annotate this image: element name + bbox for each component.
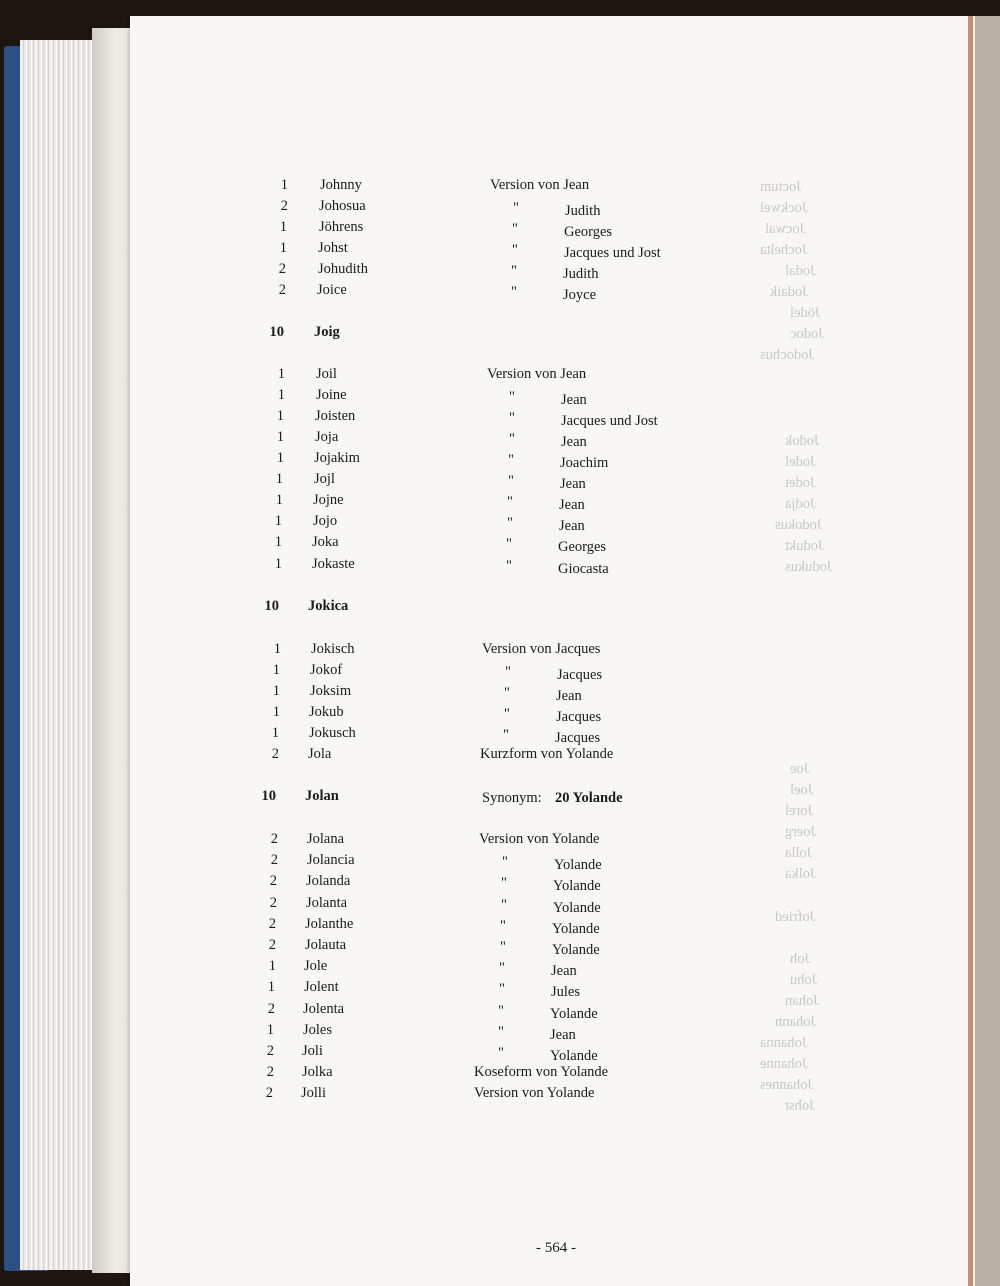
entry-name: Jolka [302,1064,333,1080]
entry-count: 1 [276,408,284,424]
entry-count: 1 [274,513,282,529]
entry-variant-of: Jean [551,963,577,979]
show-through-word: Jofried [775,909,816,925]
entry-description: Version von Jacques [482,641,601,657]
entry-count: 2 [269,873,277,889]
entry-description: Version von Jean [487,366,587,382]
entry-variant-of: Georges [564,224,613,240]
ditto-mark: " [508,473,514,489]
ditto-mark: " [505,664,511,680]
entry-variant-of: Joachim [560,455,609,471]
entry-name: Johst [318,240,348,256]
entry-variant-of: Jean [559,518,585,534]
entry-name: Jolana [307,831,345,847]
entry-count: 1 [268,958,276,974]
entry-description: Version von Yolande [479,831,600,847]
show-through-word: Jolla [785,845,813,861]
entry-name: Jojl [314,471,335,487]
entry-name: Joles [303,1022,332,1038]
show-through-word: Johanna [760,1035,808,1051]
show-through-word: Jodja [785,496,816,512]
show-through-word: Jödel [790,305,821,321]
entry-count: 2 [270,831,278,847]
entry-name: Joig [314,324,340,340]
entry-description: Synonym: [482,790,542,806]
ditto-mark: " [511,284,517,300]
entry-variant-of: Yolande [552,921,600,937]
book-page [130,16,975,1286]
entry-name: Joli [302,1043,323,1059]
entry-variant-of: Jacques [555,730,601,746]
entry-count: 2 [271,746,279,762]
show-through-word: Jodel [785,454,816,470]
right-page-edge-line [968,16,973,1286]
ditto-mark: " [500,939,506,955]
entry-count: 2 [280,198,288,214]
entry-count: 10 [264,598,279,614]
show-through-word: Joerg [785,824,817,840]
ditto-mark: " [508,452,514,468]
ditto-mark: " [502,854,508,870]
entry-count: 2 [267,1001,275,1017]
entry-name: Johosua [319,198,366,214]
entry-name: Jojakim [314,450,360,466]
entry-variant-of: Jacques [557,667,603,683]
entry-name: Johnny [320,177,362,193]
entry-name: Joisten [315,408,356,424]
entry-variant-of: Yolande [550,1048,598,1064]
entry-count: 1 [274,534,282,550]
show-through-word: Joh [790,951,811,967]
entry-variant-of: Jean [561,392,587,408]
show-through-word: Jockwel [760,200,808,216]
entry-variant-of: Yolande [553,878,601,894]
show-through-word: Jodochus [760,347,814,363]
ditto-mark: " [511,263,517,279]
entry-variant-of: Jean [561,434,587,450]
ditto-mark: " [506,558,512,574]
entry-count: 1 [266,1022,274,1038]
show-through-word: Johannes [760,1077,814,1093]
show-through-word: Jorel [785,803,814,819]
entry-variant-of: Giocasta [558,561,609,577]
entry-count: 1 [279,219,287,235]
right-page-edge [975,16,1000,1286]
entry-variant-of: Jean [560,476,586,492]
entry-variant-of: Yolande [552,942,600,958]
entry-count: 10 [261,788,276,804]
entry-count: 1 [274,556,282,572]
entry-description: Kurzform von Yolande [480,746,614,762]
entry-name: Jokub [309,704,344,720]
entry-variant-of: Joyce [563,287,597,303]
entry-description: Koseform von Yolande [474,1064,609,1080]
entry-count: 2 [278,282,286,298]
show-through-word: Johanne [760,1056,808,1072]
entry-count: 2 [265,1085,273,1101]
entry-count: 1 [272,683,280,699]
entry-variant-of: Jacques und Jost [561,413,658,429]
entry-name: Jokisch [311,641,355,657]
entry-variant-of: Jean [556,688,582,704]
show-through-word: Jolka [785,866,816,882]
show-through-word: Jodok [785,433,820,449]
show-through-word: Jodoc [790,326,824,342]
entry-variant-of: Jean [550,1027,576,1043]
entry-variant-of: Yolande [550,1006,598,1022]
ditto-mark: " [498,1024,504,1040]
entry-count: 1 [275,471,283,487]
page-number: - 564 - [536,1240,576,1256]
show-through-word: Johst [785,1098,815,1114]
entry-count: 1 [275,492,283,508]
show-through-word: Joe [790,761,810,777]
entry-name: Jokusch [309,725,356,741]
entry-variant-of: Judith [565,203,601,219]
show-through-word: Jochelta [760,242,808,258]
entry-count: 2 [270,852,278,868]
ditto-mark: " [498,1045,504,1061]
entry-name: Jojne [313,492,344,508]
ditto-mark: " [504,706,510,722]
entry-name: Jokica [308,598,349,614]
entry-count: 1 [272,662,280,678]
show-through-word: Johu [790,972,818,988]
entry-name: Jojo [313,513,338,529]
ditto-mark: " [501,875,507,891]
ditto-mark: " [507,515,513,531]
entry-count: 1 [271,725,279,741]
ditto-mark: " [506,536,512,552]
entry-variant-of: Judith [563,266,599,282]
entry-name: Joil [316,366,337,382]
entry-count: 2 [268,916,276,932]
ditto-mark: " [513,200,519,216]
show-through-word: Jodal [785,263,816,279]
entry-count: 2 [266,1064,274,1080]
entry-count: 1 [277,387,285,403]
show-through-word: Johann [775,1014,817,1030]
entry-name: Jolenta [303,1001,345,1017]
entry-name: Jolanta [306,895,348,911]
entry-count: 2 [268,937,276,953]
entry-name: Jolanda [306,873,351,889]
entry-name: Jole [304,958,328,974]
ditto-mark: " [509,431,515,447]
show-through-word: Joel [790,782,814,798]
entry-variant-of: Yolande [554,857,602,873]
entry-count: 2 [269,895,277,911]
entry-count: 1 [280,177,288,193]
entry-name: Jolent [304,979,339,995]
entry-name: Jolan [305,788,339,804]
show-through-word: Jodukt [785,538,824,554]
ditto-mark: " [512,242,518,258]
entry-count: 1 [277,366,285,382]
ditto-mark: " [499,981,505,997]
entry-variant-of: 20 Yolande [555,790,623,806]
entry-count: 10 [269,324,284,340]
show-through-word: Jodukus [785,559,833,575]
entry-name: Jolancia [307,852,355,868]
ditto-mark: " [504,685,510,701]
show-through-word: Joctum [760,179,802,195]
entry-count: 2 [266,1043,274,1059]
entry-name: Jöhrens [319,219,364,235]
ditto-mark: " [509,410,515,426]
entry-name: Johudith [318,261,368,277]
entry-name: Joice [317,282,347,298]
entry-name: Jolli [301,1085,326,1101]
ditto-mark: " [501,897,507,913]
entry-name: Joksim [310,683,352,699]
ditto-mark: " [498,1003,504,1019]
ditto-mark: " [503,727,509,743]
show-through-word: Jodet [785,475,816,491]
entry-variant-of: Yolande [553,900,601,916]
entry-variant-of: Georges [558,539,607,555]
entry-name: Joine [316,387,347,403]
entry-count: 1 [276,429,284,445]
entry-count: 1 [276,450,284,466]
show-through-word: Jodokus [775,517,823,533]
entry-name: Jokof [310,662,343,678]
entry-variant-of: Jacques und Jost [564,245,661,261]
show-through-word: Jocwal [765,221,806,237]
show-through-word: Johan [785,993,819,1009]
ditto-mark: " [500,918,506,934]
ditto-mark: " [507,494,513,510]
ditto-mark: " [512,221,518,237]
entry-variant-of: Jean [559,497,585,513]
ditto-mark: " [499,960,505,976]
entry-count: 1 [272,704,280,720]
entry-name: Jokaste [312,556,355,572]
entry-count: 1 [273,641,281,657]
entry-name: Jolanthe [305,916,354,932]
entry-description: Version von Yolande [474,1085,595,1101]
entry-count: 1 [267,979,275,995]
entry-variant-of: Jules [551,984,580,1000]
entry-name: Joja [315,429,339,445]
entry-name: Joka [312,534,339,550]
entry-count: 2 [278,261,286,277]
ditto-mark: " [509,389,515,405]
entry-name: Jola [308,746,332,762]
entry-name: Jolauta [305,937,347,953]
entry-description: Version von Jean [490,177,590,193]
entry-variant-of: Jacques [556,709,602,725]
entry-count: 1 [279,240,287,256]
show-through-word: Jodaik [770,284,808,300]
